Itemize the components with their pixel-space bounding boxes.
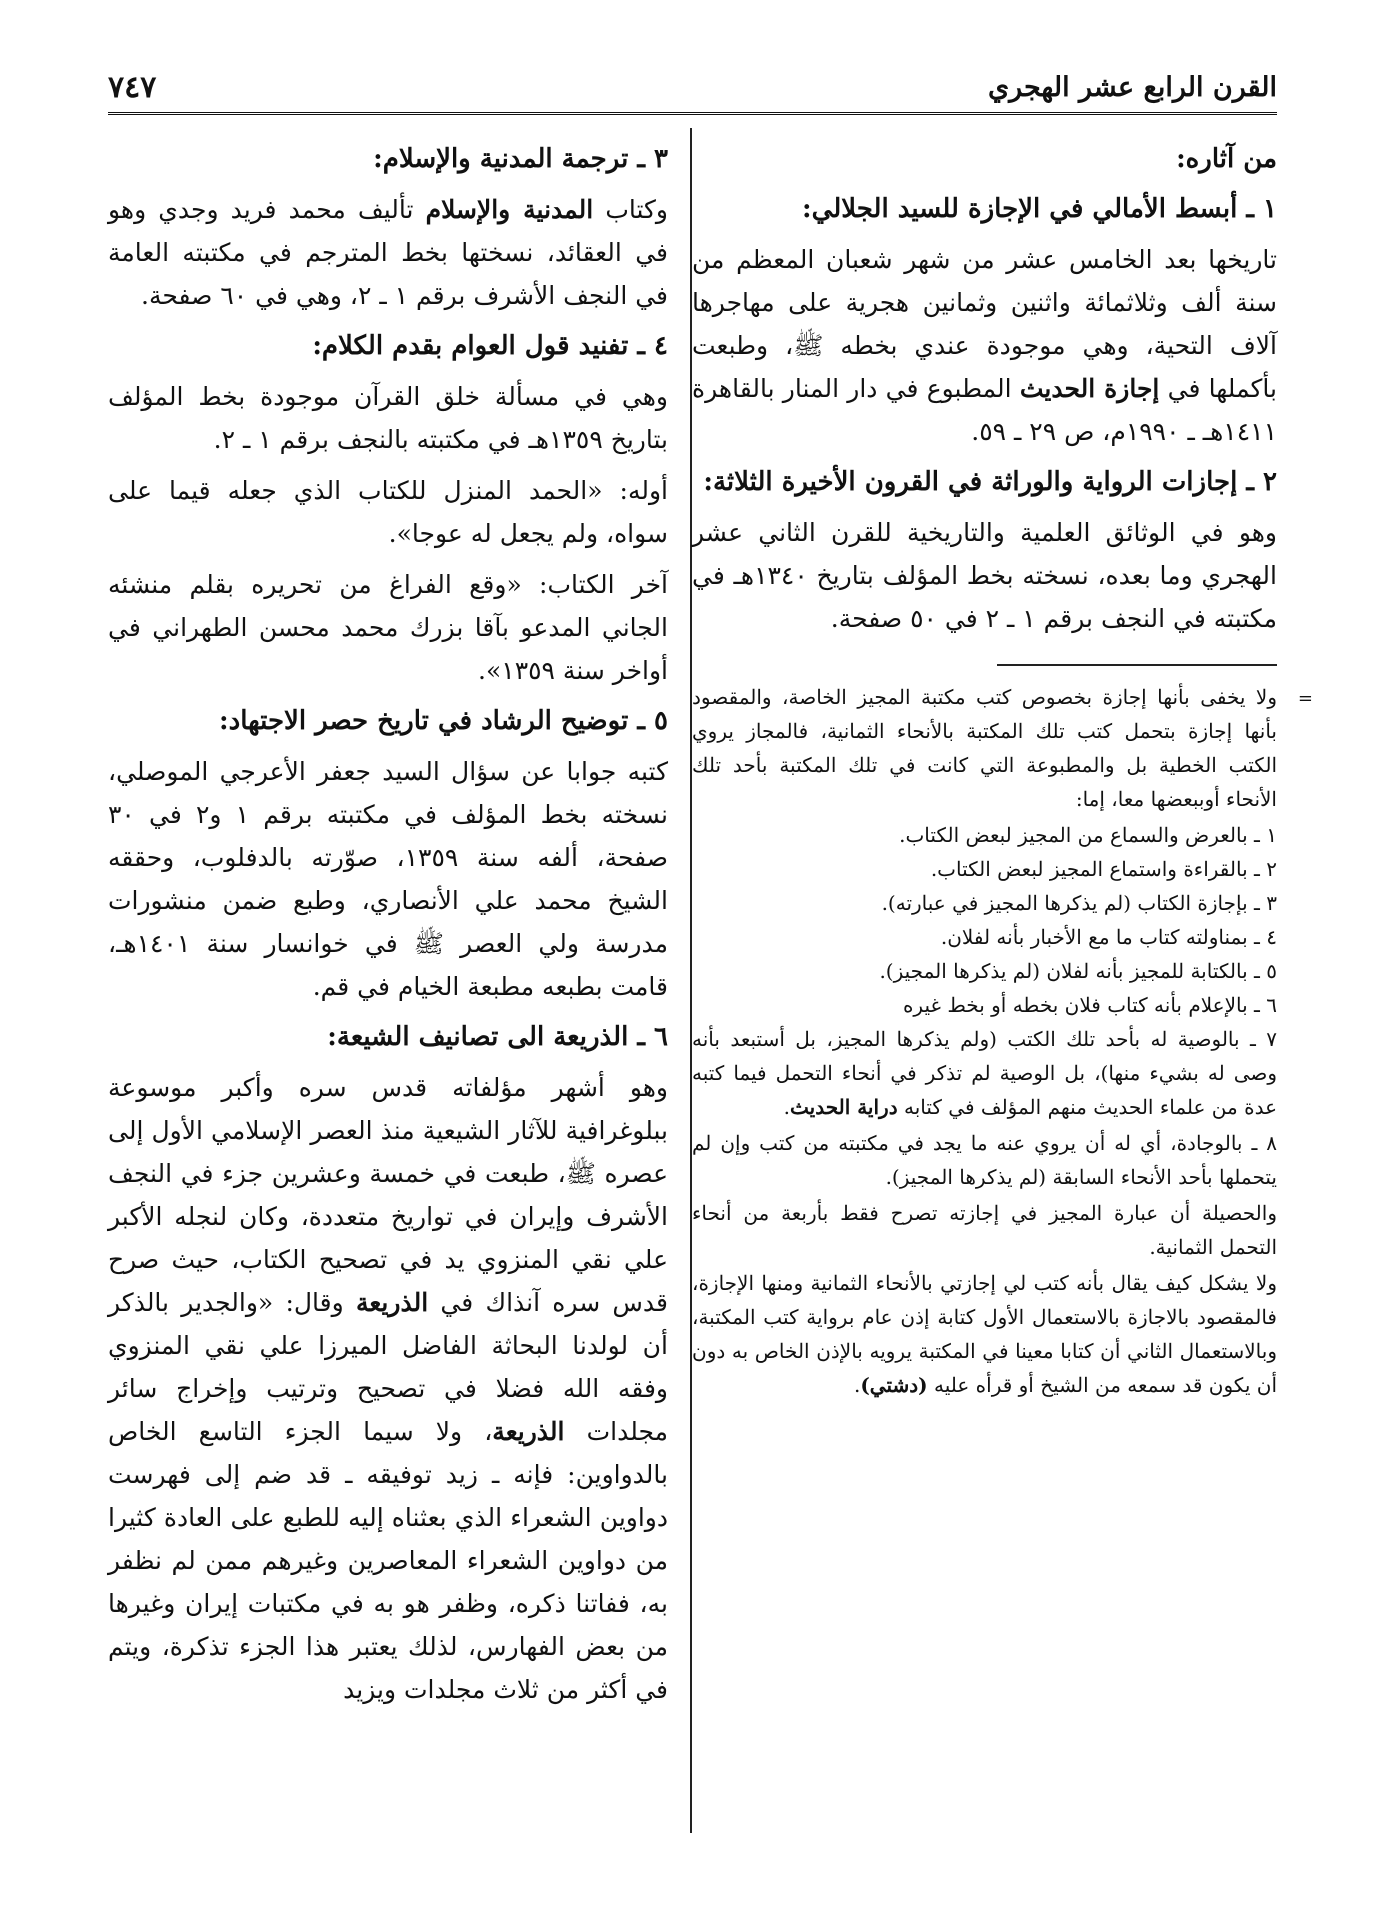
- footnote-item-5: ٥ ـ بالكتابة للمجيز بأنه لفلان (لم يذكرها المجيز).: [879, 959, 1277, 983]
- works-heading: من آثاره:: [1176, 144, 1277, 174]
- footnote-item-3: ٣ ـ بإجازة الكتاب (لم يذكرها المجيز في عبارته).: [881, 891, 1277, 915]
- item-4-opening: أوله: «الحمد المنزل للكتاب الذي جعله قيما على سواه، ولم يجعل له عوجا».: [108, 476, 668, 548]
- item-4-body: وهي في مسألة خلق القرآن موجودة بخط المؤلف بتاريخ ١٣٥٩هـ في مكتبته بالنجف برقم ١ ـ ٢.: [108, 382, 668, 454]
- footnote-item-2: ٢ ـ بالقراءة واستماع المجيز لبعض الكتاب.: [930, 857, 1277, 881]
- footnote-closing: ولا يشكل كيف يقال بأنه كتب لي إجازتي بالأنحاء الثمانية ومنها الإجازة، فالمقصود بالاجازة بالاستعمال الأول كتابة إذن عام برواية كتب المكتبة، وبالاستعمال الثاني أن كتابا معينا في المكتبة يرويه بالإذن الخاص به دون أن يكون قد سمعه من الشيخ أو قرأه عليه (دشتي).: [692, 1271, 1277, 1397]
- page-header: [108, 68, 1277, 115]
- running-head: القرن الرابع عشر الهجري: [987, 72, 1277, 103]
- footnote-item-4: ٤ ـ بمناولته كتاب ما مع الأخبار بأنه لفلان.: [940, 925, 1277, 949]
- item-1-heading: ١ ـ أبسط الأمالي في الإجازة للسيد الجلالي:: [802, 194, 1277, 224]
- item-1-book-title: إجازة الحديث: [1019, 374, 1160, 403]
- footnote-item-8: ٨ ـ بالوجادة، أي له أن يروي عنه ما يجد في مكتبته من كتب وإن لم يتحملها بأحد الأنحاء السابقة (لم يذكرها المجيز).: [692, 1131, 1277, 1189]
- item-6-body: وهو أشهر مؤلفاته قدس سره وأكبر موسوعة ببلوغرافية للآثار الشيعية منذ العصر الإسلامي الأول إلى عصره ﷺ، طبعت في خمسة وعشرين جزء في النجف الأشرف وإيران في تواريخ متعددة، وكان لنجله الأكبر علي نقي المنزوي يد في تصحيح الكتاب، حيث صرح قدس سره آنذاك في الذريعة وقال: «والجدير بالذكر أن لولدنا البحاثة الفاضل الميرزا علي نقي المنزوي وفقه الله فضلا في تصحيح وترتيب وإخراج سائر مجلدات الذريعة، ولا سيما الجزء التاسع الخاص بالدواوين: فإنه ـ زيد توفيقه ـ قد ضم إلى فهرست دواوين الشعراء الذي بعثناه إليه للطبع على العادة كثيرا من دواوين الشعراء المعاصرين وغيرهم ممن لم نظفر به، ففاتنا ذكره، وظفر هو به في مكتبات إيران وغيرها من بعض الفهارس، لذلك يعتبر هذا الجزء تذكرة، ويتم في أكثر من ثلاث مجلدات ويزيد: [108, 1073, 669, 1704]
- item-2-heading: ٢ ـ إجازات الرواية والوراثة في القرون الأخيرة الثلاثة:: [703, 467, 1277, 497]
- item-5-body: كتبه جوابا عن سؤال السيد جعفر الأعرجي الموصلي، نسخته بخط المؤلف في مكتبته برقم ١ و٢ في ٣٠ صفحة، ألفه سنة ١٣٥٩، صوّرته بالدفلوب، وحققه الشيخ محمد علي الأنصاري، وطبع ضمن منشورات مدرسة ولي العصر ﷺ في خوانسار سنة ١٤٠١هـ، قامت بطبعه مطبعة الخيام في قم.: [108, 757, 668, 1001]
- footnote-intro: ولا يخفى بأنها إجازة بخصوص كتب مكتبة المجيز الخاصة، والمقصود بأنها إجازة بتحمل كتب تلك المكتبة بالأنحاء الثمانية، فالمجاز يروي الكتب الخطية بل والمطبوعة التي كانت في تلك المكتبة بأحد تلك الأنحاء أوببعضها معا، إما:: [692, 685, 1277, 811]
- footnote: [692, 680, 1313, 1402]
- footnote-summary: والحصيلة أن عبارة المجيز في إجازته تصرح فقط بأربعة من أنحاء التحمل الثمانية.: [692, 1201, 1277, 1259]
- item-5-heading: ٥ ـ توضيح الرشاد في تاريخ حصر الاجتهاد:: [219, 706, 668, 736]
- footnote-item-7: ٧ ـ بالوصية له بأحد تلك الكتب (ولم يذكرها المجيز، بل أستبعد بأنه وصى له بشيء منها)، بل الوصية لم تذكر في أنحاء التحمل فيما كتبه عدة من علماء الحديث منهم المؤلف في كتابه دراية الحديث.: [692, 1027, 1277, 1119]
- right-column: [692, 134, 1313, 1404]
- item-2-body: وهو في الوثائق العلمية والتاريخية للقرن الثاني عشر الهجري وما بعده، نسخته بخط المؤلف بتاريخ ١٣٤٠هـ في مكتبته في النجف برقم ١ ـ ٢ في ٥٠ صفحة.: [692, 518, 1277, 633]
- footnote-rule: [997, 664, 1277, 666]
- item-3-heading: ٣ ـ ترجمة المدنية والإسلام:: [373, 144, 668, 174]
- item-1-body: تاريخها بعد الخامس عشر من شهر شعبان المعظم من سنة ألف وثلاثمائة واثنين وثمانين هجرية على مهاجرها آلاف التحية، وهي موجودة عندي بخطه ﷺ، وطبعت بأكملها في إجازة الحديث المطبوع في دار المنار بالقاهرة ١٤١١هـ ـ ١٩٩٠م، ص ٢٩ ـ ٥٩.: [692, 245, 1277, 446]
- page-number: ٧٤٧: [108, 70, 157, 105]
- left-column: [108, 134, 668, 1719]
- footnote-item-1: ١ ـ بالعرض والسماع من المجيز لبعض الكتاب.: [899, 823, 1277, 847]
- footnote-continuation-mark: =: [1297, 688, 1313, 709]
- item-4-heading: ٤ ـ تفنيد قول العوام بقدم الكلام:: [312, 331, 668, 361]
- item-3-body: وكتاب المدنية والإسلام تأليف محمد فريد وجدي وهو في العقائد، نسختها بخط المترجم في مكتبته العامة في النجف الأشرف برقم ١ ـ ٢، وهي في ٦٠ صفحة.: [108, 195, 668, 310]
- item-6-heading: ٦ ـ الذريعة الى تصانيف الشيعة:: [327, 1022, 668, 1052]
- item-4-ending: آخر الكتاب: «وقع الفراغ من تحريره بقلم منشئه الجاني المدعو بآقا بزرك محمد محسن الطهراني في أواخر سنة ١٣٥٩».: [108, 570, 668, 685]
- footnote-item-6: ٦ ـ بالإعلام بأنه كتاب فلان بخطه أو بخط غيره: [902, 993, 1277, 1017]
